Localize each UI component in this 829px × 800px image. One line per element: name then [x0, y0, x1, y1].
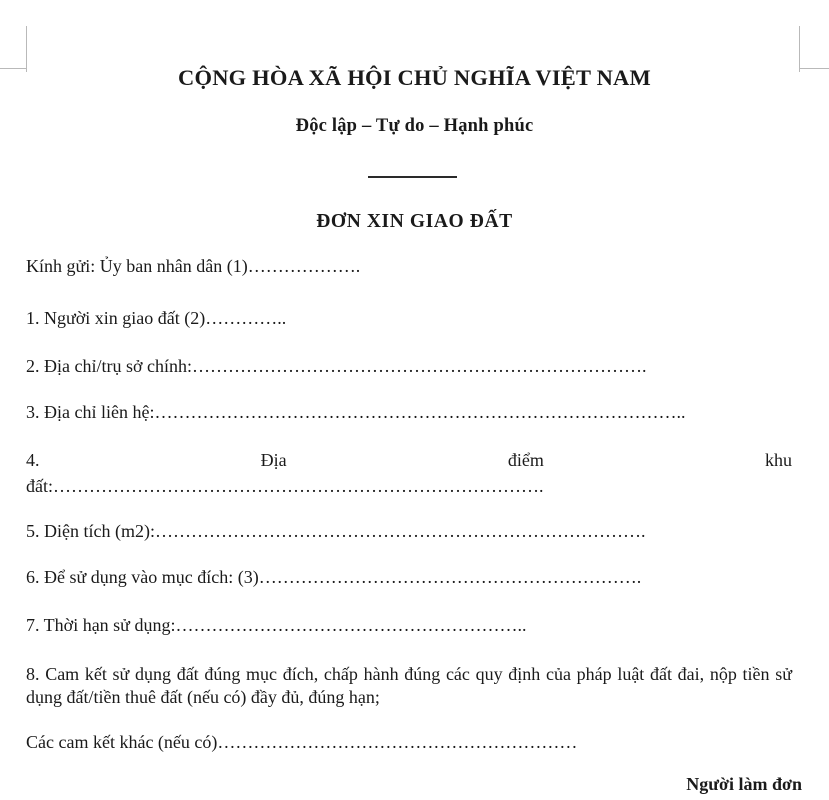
form-item-7-duration: 7. Thời hạn sử dụng:………………………………………………….. — [26, 615, 527, 635]
national-heading: CỘNG HÒA XÃ HỘI CHỦ NGHĨA VIỆT NAM — [178, 65, 651, 90]
signature-label: Người làm đơn — [686, 774, 802, 794]
form-item-4-land-location-line2: đất:………………………………………………………………………. — [26, 476, 544, 496]
other-commitments-line: Các cam kết khác (nếu có)…………………………………………………… — [26, 732, 578, 752]
national-motto: Độc lập – Tự do – Hạnh phúc — [295, 116, 534, 136]
form-item-3-contact-address: 3. Địa chỉ liên hệ:…………………………………………………………………………….. — [26, 402, 686, 422]
form-item-6-purpose: 6. Để sử dụng vào mục đích: (3)………………………………………………………. — [26, 567, 642, 587]
form-item-2-head-office-address: 2. Địa chỉ/trụ sở chính:…………………………………………………………………. — [26, 356, 647, 376]
crop-mark-top-left — [0, 0, 30, 72]
form-item-1-applicant: 1. Người xin giao đất (2)………….. — [26, 308, 287, 328]
recipient-line: Kính gửi: Ủy ban nhân dân (1)………………. — [26, 256, 361, 276]
form-item-5-area: 5. Diện tích (m2):………………………………………………………………………. — [26, 521, 646, 541]
motto-divider-rule — [368, 176, 457, 178]
document-title: ĐƠN XIN GIAO ĐẤT — [316, 211, 513, 232]
form-item-8-commitment: 8. Cam kết sử dụng đất đúng mục đích, chấp hành đúng các quy định của pháp luật đất đai, nộp tiền sử dụng đất/tiền thuê đất (nếu có) đầy đủ, đúng hạn; — [26, 664, 792, 708]
crop-mark-top-right — [797, 0, 829, 72]
form-item-4-land-location-line1: 4. Địa điểm khu — [26, 450, 792, 470]
